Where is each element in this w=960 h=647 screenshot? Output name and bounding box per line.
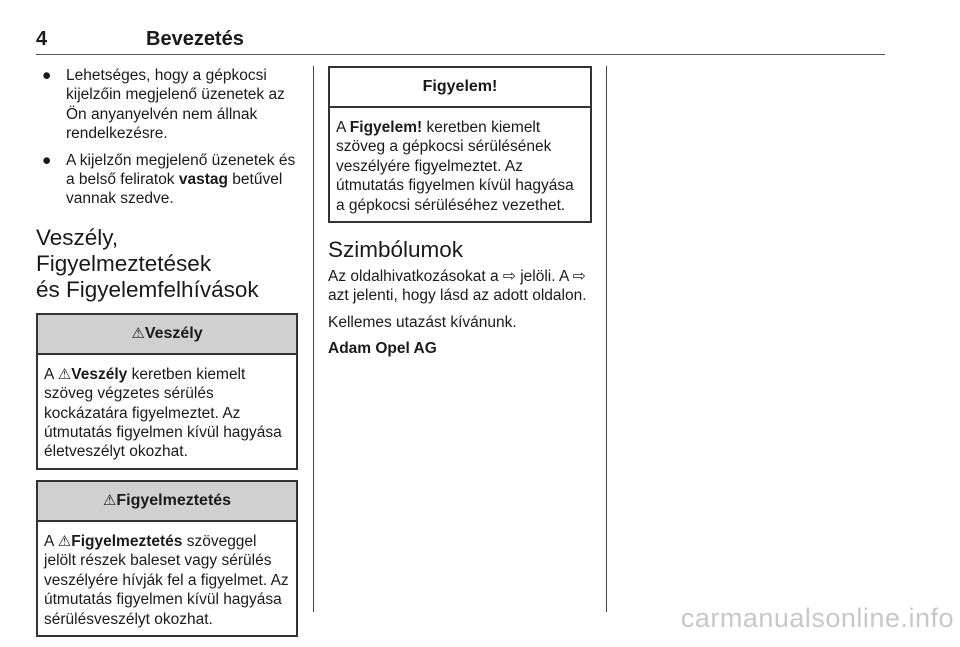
column-divider-right <box>606 66 607 612</box>
body-post: keretben kiemelt szöveg végzetes sérülés kockázatára figyelmeztet. Az útmutatás figyelmen kívül hagyása életveszélyt okozhat. <box>44 365 282 461</box>
list-item <box>36 66 298 144</box>
danger-box-body <box>38 355 296 468</box>
danger-box <box>36 313 298 470</box>
caution-box <box>328 66 592 223</box>
page-number: 4 <box>36 28 48 50</box>
body-bold: Veszély <box>71 365 128 383</box>
column-divider-left <box>313 66 314 612</box>
watermark: carmanualsonline.info <box>680 603 954 633</box>
body-pre: A <box>336 119 350 136</box>
heading-line-2: és Figyelemfelhívások <box>36 276 259 302</box>
heading-line-1: Veszély, Figyelmeztetések <box>36 224 212 276</box>
symbols-post: azt jelenti, hogy lásd az adott oldalon. <box>328 287 587 305</box>
danger-box-title <box>38 315 296 355</box>
caution-box-title: Figyelem! <box>330 68 590 108</box>
symbols-paragraph <box>328 267 592 306</box>
bullet-text: Lehetséges, hogy a gépkocsi kijelzőin megjelenő üzenetek az Ön anyanyelvén nem állnak rendelkezésre. <box>66 67 285 143</box>
bullet-text-bold: vastag <box>178 171 228 189</box>
middle-column <box>328 66 592 366</box>
left-column <box>36 66 298 647</box>
section-heading-symbols: Szimbólumok <box>328 237 464 263</box>
warning-triangle-icon: ⚠ <box>131 324 145 342</box>
signature: Adam Opel AG <box>328 340 437 358</box>
caution-box-body <box>330 108 590 221</box>
bullet-icon: ● <box>42 67 52 84</box>
danger-box-title-text: Veszély <box>144 324 203 342</box>
arrow-icon: ⇨ <box>572 268 586 286</box>
bullet-icon: ● <box>42 151 52 169</box>
bullet-text-pre: A kijelzőn megjelenő üzenetek és a belső feliratok <box>66 151 296 189</box>
warning-box-body <box>38 522 296 635</box>
warning-box-title <box>38 482 296 522</box>
warning-box <box>36 480 298 637</box>
section-heading-warnings <box>36 225 298 303</box>
warning-triangle-icon: ⚠ <box>102 491 117 509</box>
bullet-text-post: betűvel vannak szedve. <box>66 171 283 208</box>
body-post: keretben kiemelt szöveg a gépkocsi sérülésének veszélyére figyelmeztet. Az útmutatás figyelmen kívül hagyása a gépkocsi sérüléséhez vezethet. <box>336 119 574 214</box>
body-post: szöveggel jelölt részek baleset vagy sérülés veszélyére hívják fel a figyelmet. Az útmutatás figyelmen kívül hagyása sérülésveszélyt okozhat. <box>44 532 289 628</box>
body-pre: A <box>44 365 58 383</box>
warning-triangle-icon: ⚠ <box>57 532 72 550</box>
warning-box-title-text: Figyelmeztetés <box>116 491 232 509</box>
list-item <box>36 151 298 209</box>
body-pre: A <box>44 532 58 550</box>
chapter-title: Bevezetés <box>146 28 244 50</box>
arrow-icon: ⇨ <box>502 268 516 286</box>
body-bold: Figyelmeztetés <box>71 532 183 550</box>
greeting: Kellemes utazást kívánunk. <box>328 313 517 331</box>
body-bold: Figyelem! <box>349 119 423 136</box>
page-header <box>36 26 885 55</box>
warning-triangle-icon: ⚠ <box>57 365 72 383</box>
symbols-pre: Az oldalhivatkozásokat a <box>328 268 503 286</box>
symbols-mid: jelöli. A <box>515 268 573 286</box>
